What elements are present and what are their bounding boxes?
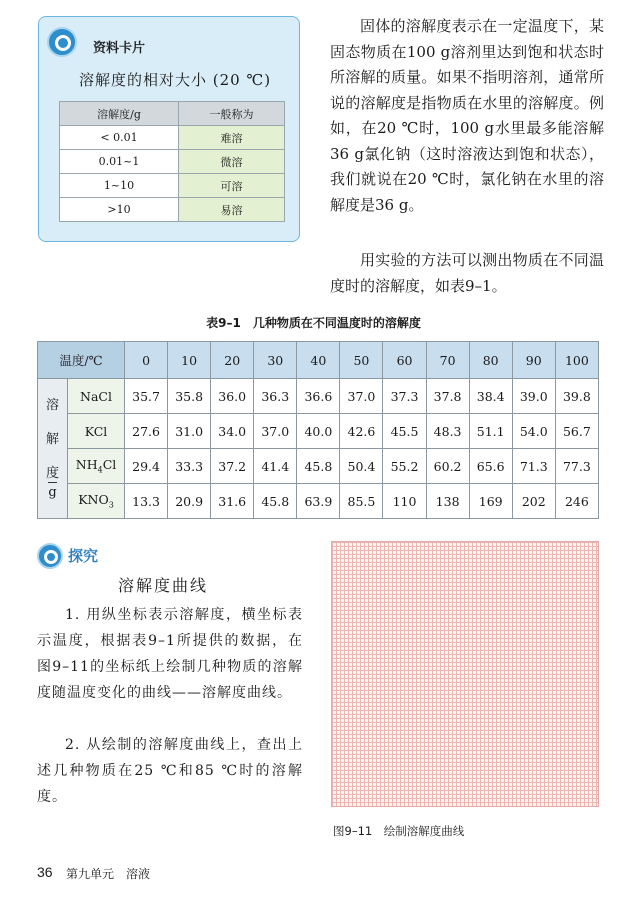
temp-col-header: 60 [383, 342, 426, 379]
table-cell: 45.8 [297, 449, 340, 484]
unit-title: 第九单元 溶液 [66, 867, 151, 881]
table-cell: 51.1 [469, 414, 512, 449]
table-cell: 45.5 [383, 414, 426, 449]
table-cell: 37.3 [383, 379, 426, 414]
table-cell: 39.8 [555, 379, 598, 414]
table-cell: 0.01~1 [60, 150, 179, 174]
table-cell: 65.6 [469, 449, 512, 484]
solubility-data-table [37, 341, 599, 519]
table-row [38, 414, 599, 449]
table-cell: 20.9 [168, 484, 211, 519]
table-row [60, 198, 285, 222]
table-cell: 138 [426, 484, 469, 519]
table-cell: < 0.01 [60, 126, 179, 150]
table-cell: 难溶 [179, 126, 285, 150]
table-cell: 29.4 [125, 449, 168, 484]
explore-step-2: 2. 从绘制的溶解度曲线上，查出上述几种物质在25 ℃和85 ℃时的溶解度。 [37, 737, 303, 805]
table-cell: 54.0 [512, 414, 555, 449]
table-cell: 35.7 [125, 379, 168, 414]
table-cell: 37.8 [426, 379, 469, 414]
info-card-icon [47, 27, 77, 57]
side-unit: g [48, 482, 56, 501]
table-header: 溶解度/g [60, 102, 179, 126]
table-header: 一般称为 [179, 102, 285, 126]
table-cell: 37.0 [340, 379, 383, 414]
temp-col-header: 10 [168, 342, 211, 379]
table-row [38, 379, 599, 414]
info-card-title: 溶解度的相对大小 (20 ℃) [79, 71, 272, 89]
table-cell: 1~10 [60, 174, 179, 198]
table-cell: 13.3 [125, 484, 168, 519]
graph-paper [331, 541, 599, 807]
temp-col-header: 20 [211, 342, 254, 379]
table-cell: 34.0 [211, 414, 254, 449]
info-card-label: 资料卡片 [93, 41, 146, 56]
explore-step-1: 1. 用纵坐标表示溶解度，横坐标表示温度，根据表9–1所提供的数据，在图9–11的坐标纸上绘制几种物质的溶解度随温度变化的曲线——溶解度曲线。 [37, 607, 303, 701]
table-cell: 56.7 [555, 414, 598, 449]
table-cell: 37.2 [211, 449, 254, 484]
side-char: 解 [45, 431, 59, 447]
table-cell: 31.0 [168, 414, 211, 449]
table-cell: >10 [60, 198, 179, 222]
table-cell: 微溶 [179, 150, 285, 174]
table-cell: 38.4 [469, 379, 512, 414]
intro-paragraph-2: 用实验的方法可以测出物质在不同温度时的溶解度，如表9–1。 [330, 251, 604, 295]
table-cell: 63.9 [297, 484, 340, 519]
temp-col-header: 70 [426, 342, 469, 379]
table-cell: 85.5 [340, 484, 383, 519]
table-cell: 36.0 [211, 379, 254, 414]
temp-col-header: 30 [254, 342, 297, 379]
table-row [60, 174, 285, 198]
table-cell: 45.8 [254, 484, 297, 519]
table-cell: 77.3 [555, 449, 598, 484]
temp-col-header: 80 [469, 342, 512, 379]
table-cell: 27.6 [125, 414, 168, 449]
table-cell: 60.2 [426, 449, 469, 484]
table-cell: 42.6 [340, 414, 383, 449]
table-caption: 表9–1 几种物质在不同温度时的溶解度 [206, 316, 421, 330]
explore-label: 探究 [68, 547, 99, 565]
table-row [60, 126, 285, 150]
table-cell: 55.2 [383, 449, 426, 484]
relative-solubility-table [59, 101, 285, 222]
temp-col-header: 90 [512, 342, 555, 379]
page-number: 36 [37, 864, 53, 880]
intro-paragraph-1: 固体的溶解度表示在一定温度下，某固态物质在100 g溶剂里达到饱和状态时所溶解的质量。如果不指明溶剂，通常所说的溶解度是指物质在水里的溶解度。例如，在20 ℃时，100 g水里最多能溶解36 g氯化钠（这时溶液达到饱和状态），我们就说在20 ℃时，氯化钠在水里的溶解度是36 g。 [330, 17, 604, 214]
temp-col-header: 100 [555, 342, 598, 379]
table-row [38, 449, 599, 484]
explore-icon [37, 543, 63, 569]
table-cell: 202 [512, 484, 555, 519]
table-cell: 36.6 [297, 379, 340, 414]
table-cell: 易溶 [179, 198, 285, 222]
table-cell: 71.3 [512, 449, 555, 484]
solubility-row-label [38, 379, 68, 519]
table-cell: 36.3 [254, 379, 297, 414]
table-cell: 246 [555, 484, 598, 519]
table-cell: 31.6 [211, 484, 254, 519]
table-cell: 39.0 [512, 379, 555, 414]
temp-col-header: 50 [340, 342, 383, 379]
table-cell: 48.3 [426, 414, 469, 449]
figure-caption: 图9–11 绘制溶解度曲线 [333, 824, 465, 838]
side-char: 溶 [45, 397, 59, 413]
table-cell: 50.4 [340, 449, 383, 484]
temperature-header: 温度/℃ [38, 342, 125, 379]
explore-title: 溶解度曲线 [118, 576, 209, 595]
table-cell: 37.0 [254, 414, 297, 449]
temp-col-header: 0 [125, 342, 168, 379]
substance-name: KCl [68, 414, 125, 449]
substance-name: $KNO_3$ [68, 484, 125, 519]
table-cell: 40.0 [297, 414, 340, 449]
table-cell: 41.4 [254, 449, 297, 484]
substance-name: $NH_4Cl$ [68, 449, 125, 484]
table-cell: 110 [383, 484, 426, 519]
table-cell: 可溶 [179, 174, 285, 198]
table-cell: 35.8 [168, 379, 211, 414]
substance-name: NaCl [68, 379, 125, 414]
table-row [38, 484, 599, 519]
table-cell: 33.3 [168, 449, 211, 484]
table-row [60, 150, 285, 174]
side-char: 度 [45, 465, 59, 481]
table-cell: 169 [469, 484, 512, 519]
temp-col-header: 40 [297, 342, 340, 379]
info-card [38, 16, 300, 242]
